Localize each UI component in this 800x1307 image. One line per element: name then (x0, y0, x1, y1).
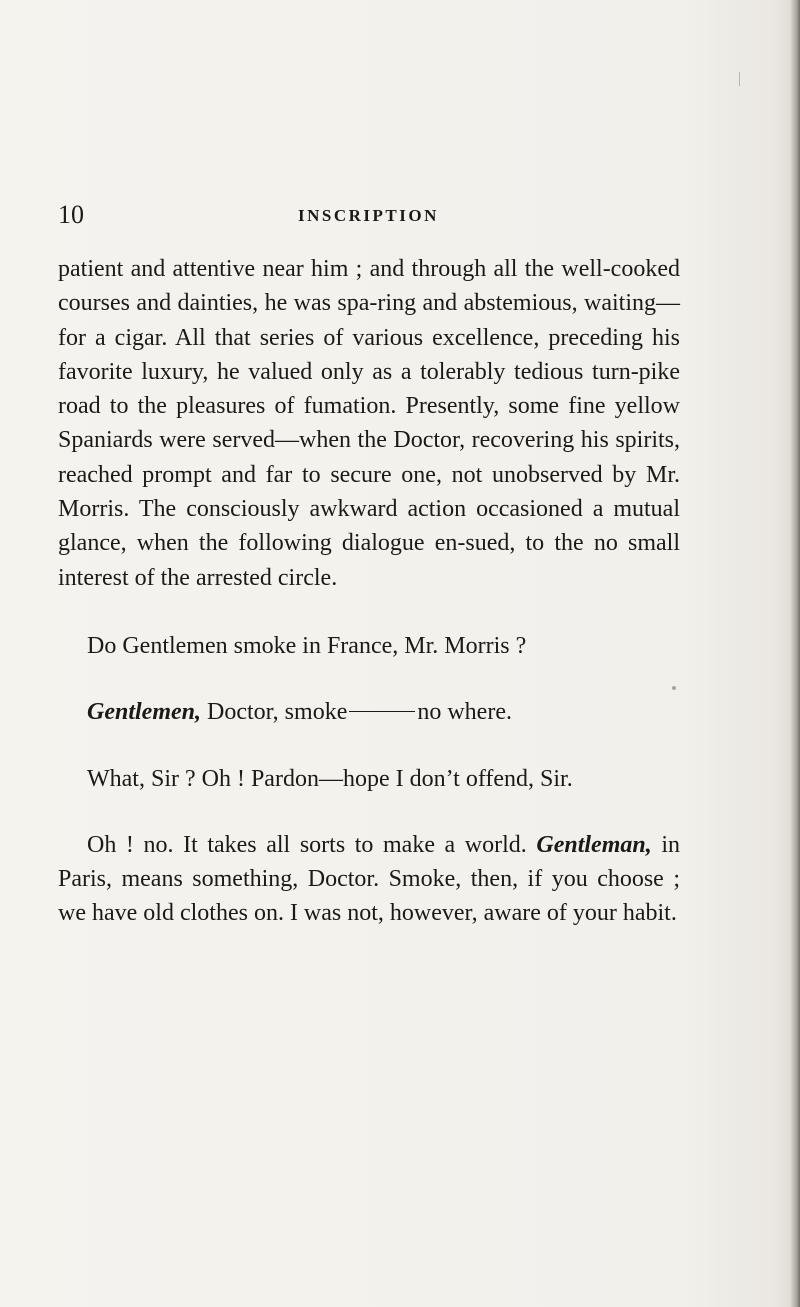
page-number: 10 (58, 200, 84, 229)
dialogue-line-reply (58, 695, 680, 729)
response-text-b: in Paris, means something, Doctor. Smoke, then, if you choose ; we have old clothes on. I was not, however, aware of your habit. (58, 831, 680, 927)
running-head: INSCRIPTION (298, 206, 439, 225)
page-edge-mark (733, 72, 740, 86)
dialogue-line-question: Do Gentlemen smoke in France, Mr. Morris ? (87, 632, 527, 659)
italic-gentleman: Gentleman, (536, 831, 652, 858)
page-edge-shadow (790, 0, 800, 1307)
dialogue-line-pardon: What, Sir ? Oh ! Pardon—hope I don’t offend, Sir. (87, 765, 573, 792)
page-header (58, 200, 678, 230)
dialogue-line-response (58, 828, 680, 931)
paragraph-narrative: patient and attentive near him ; and through all the well-cooked courses and dainties, he was spa-ring and abstemious, waiting—for a cigar. All that series of various excellence, preceding his favorite luxury, he valued only as a tolerably tedious turn-pike road to the pleasures of fumation. Presently, some fine yellow Spaniards were served—when the Doctor, recovering his spirits, reached prompt and far to secure one, not unobserved by Mr. Morris. The consciously awkward action occasioned a mutual glance, when the following dialogue en-sued, to the no small interest of the arrested circle. (58, 256, 680, 591)
long-dash (349, 711, 415, 712)
reply-text-a: Doctor, smoke (201, 699, 348, 726)
reply-text-b: no where. (417, 699, 512, 726)
italic-gentlemen: Gentlemen, (87, 699, 201, 726)
response-text-a: Oh ! no. It takes all sorts to make a world. (87, 831, 527, 858)
body-text (58, 252, 680, 931)
